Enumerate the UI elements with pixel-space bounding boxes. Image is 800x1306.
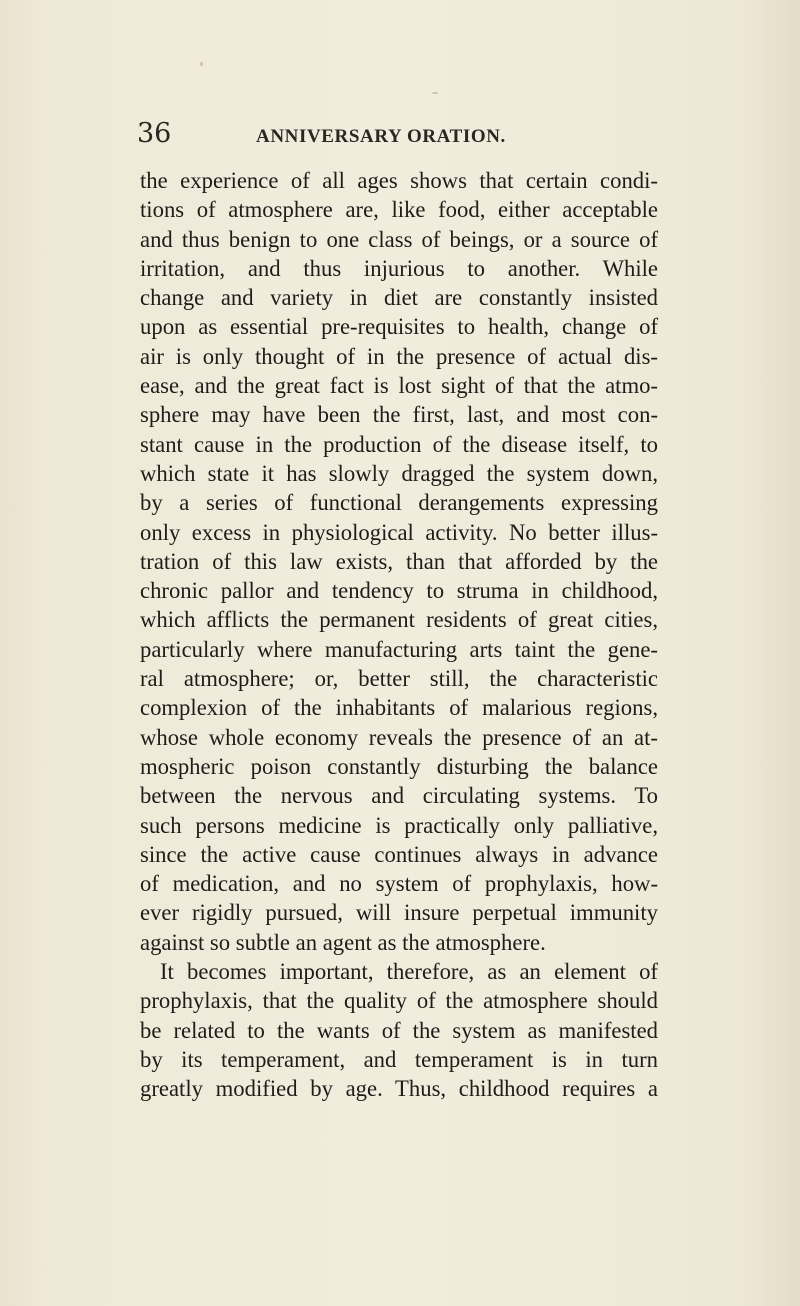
paper-speck xyxy=(200,62,203,66)
text-line: complexion of the inhabitants of malarious regions, xyxy=(140,695,658,721)
text-line: which afflicts the permanent residents of great cities, xyxy=(140,607,658,633)
text-line: which state it has slowly dragged the system down, xyxy=(140,460,658,486)
running-head xyxy=(0,118,800,158)
text-line: stant cause in the production of the disease itself, to xyxy=(140,431,658,457)
text-line: ever rigidly pursued, will insure perpetual immunity xyxy=(140,900,658,926)
text-line: sphere may have been the first, last, and most con- xyxy=(140,402,658,428)
text-line: chronic pallor and tendency to struma in childhood, xyxy=(140,578,658,604)
text-line: air is only thought of in the presence of actual dis- xyxy=(140,343,658,369)
body-text xyxy=(140,166,658,1104)
text-line: change and variety in diet are constantly insisted xyxy=(140,285,658,311)
paper-speck xyxy=(432,92,438,94)
text-line: by a series of functional derangements expressing xyxy=(140,490,658,516)
text-line: whose whole economy reveals the presence of an at- xyxy=(140,724,658,750)
text-line: be related to the wants of the system as manifested xyxy=(140,1017,658,1043)
text-line: between the nervous and circulating systems. To xyxy=(140,783,658,809)
text-line: since the active cause continues always in advance xyxy=(140,841,658,867)
text-line: such persons medicine is practically only palliative, xyxy=(140,812,658,838)
text-line: ease, and the great fact is lost sight of that the atmo- xyxy=(140,373,658,399)
text-line: against so subtle an agent as the atmosphere. xyxy=(140,929,546,955)
text-line: ral atmosphere; or, better still, the characteristic xyxy=(140,666,658,692)
running-title: ANNIVERSARY ORATION. xyxy=(256,126,506,147)
text-line: the experience of all ages shows that certain condi- xyxy=(140,168,658,193)
text-line: prophylaxis, that the quality of the atmosphere should xyxy=(140,988,658,1014)
text-line: only excess in physiological activity. No better illus- xyxy=(140,519,658,545)
text-line: mospheric poison constantly disturbing the balance xyxy=(140,753,658,779)
text-line: particularly where manufacturing arts taint the gene- xyxy=(140,636,658,662)
text-line: It becomes important, therefore, as an element of xyxy=(160,959,658,985)
text-line: greatly modified by age. Thus, childhood requires a xyxy=(140,1076,658,1102)
text-line: upon as essential pre-requisites to health, change of xyxy=(140,314,658,340)
page-number: 36 xyxy=(137,118,172,149)
text-line: tration of this law exists, than that afforded by the xyxy=(140,548,658,574)
text-line: irritation, and thus injurious to another. While xyxy=(140,255,658,281)
text-line: tions of atmosphere are, like food, either acceptable xyxy=(140,197,658,223)
text-line: and thus benign to one class of beings, or a source of xyxy=(140,226,658,252)
text-line: by its temperament, and temperament is in turn xyxy=(140,1046,658,1072)
text-line: of medication, and no system of prophylaxis, how- xyxy=(140,871,658,897)
